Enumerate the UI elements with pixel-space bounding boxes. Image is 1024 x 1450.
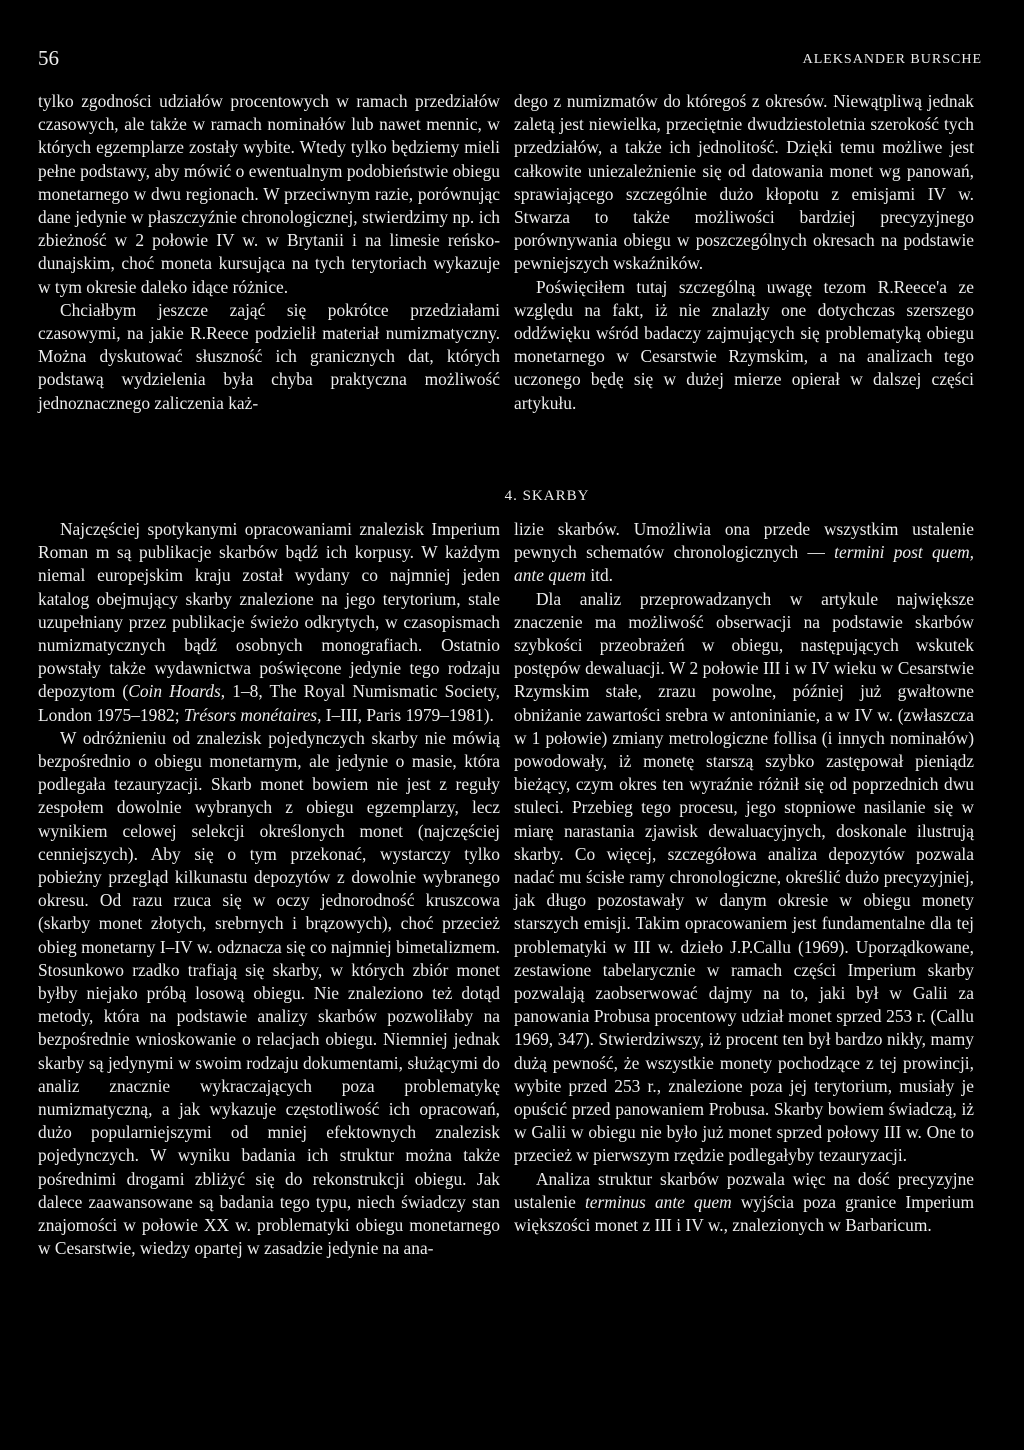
paragraph bbox=[514, 518, 974, 588]
italic-title: Trésors monétaires bbox=[183, 704, 318, 725]
section-heading: 4. SKARBY bbox=[504, 488, 590, 504]
bottom-right-column bbox=[514, 518, 974, 1237]
paragraph: W odróżnieniu od znalezisk pojedynczych skarby nie mówią bezpośrednio o obiegu monetarnym, ale jedynie o masie, która podlegała tezauryzacji. Skarb monet bowiem nie jest z reguły zespołem dowolnie wybranych z obiegu egzemplarzy, lecz wynikiem celowej selekcji określonych monet (najczęściej cenniejszych). Aby się o tym przekonać, wystarczy tylko pobieżny przegląd kilkunastu depozytów z dowolnie wybranego okresu. Od razu rzuca się w oczy jednorodność kruszcowa (skarby monet złotych, srebrnych i brązowych), choć przecież obieg monetarny I–IV w. odznacza się co najmniej bimetalizmem. Stosunkowo rzadko trafiają się skarby, w których zbiór monet byłby niejako próbą losową obiegu. Nie znaleziono też dotąd metody, która na podstawie analizy skarbów pozwoliłaby na bezpośrednie wnioskowanie o relacjach obiegu. Niemniej jednak skarby są jedynymi w swoim rodzaju dokumentami, służącymi do analiz znacznie wykraczających poza problematykę numizmatyczną, a jak wykazuje częstotliwość ich opracowań, dużo popularniejszymi od mniej efektownych znalezisk pojedynczych. W wyniku badania ich struktur można także pośrednimi drogami zbliżyć się do rekonstrukcji obiegu. Jak dalece zaawansowane są badania tego typu, niech świadczy stan znajomości w połowie XX w. problematyki obiegu monetarnego w Cesarstwie, wiedzy opartej w zasadzie jedynie na ana- bbox=[38, 727, 500, 1259]
paragraph: Poświęciłem tutaj szczególną uwagę tezom R.Reece'a ze względu na fakt, iż nie znalazły one dotychczas szerszego oddźwięku wśród badaczy zajmujących się problematyką obiegu monetarnego w Cesarstwie Rzymskim, a na analizach tego uczonego będę się w dużej mierze opierał w dalszej części artykułu. bbox=[514, 276, 974, 413]
text-run: wyjścia poza granice Imperium większości monet z III i IV w., znalezionych w Barbaricum. bbox=[514, 1191, 974, 1236]
page-header bbox=[38, 30, 990, 70]
paragraph: dego z numizmatów do któregoś z okresów. Niewątpliwą jednak zaletą jest niewielka, przeciętnie dwudziestoletnia szerokość tych przedziałów, a także ich jednolitość. Dzięki temu możliwe jest całkowite uniezależnienie się od datowania monet wg panowań, sprawiającego szczególnie dużo kłopotu z emisjami IV w. Stwarza to także możliwości bardziej precyzyjnego porównywania obiegu w poszczególnych okresach na podstawie pewniejszych wskaźników. bbox=[514, 91, 974, 274]
italic-title: Coin Hoards bbox=[128, 681, 221, 702]
text-run: Analiza struktur skarbów pozwala więc na dość precyzyjne ustalenie bbox=[514, 1168, 974, 1212]
bottom-left-column bbox=[38, 518, 500, 1261]
text-run: itd. bbox=[585, 565, 614, 586]
running-head-author: ALEKSANDER BURSCHE bbox=[802, 52, 982, 67]
page-number: 56 bbox=[38, 46, 59, 70]
paragraph: Chciałbym jeszcze zająć się pokrótce przedziałami czasowymi, na jakie R.Reece podzielił materiał numizmatyczny. Można dyskutować słuszność ich granicznych dat, których podstawą wydzielenia była chyba praktyczna możliwość jednoznacznego zaliczenia każ- bbox=[38, 299, 500, 413]
text-run: , 1–8, The Royal Numismatic Society, London 1975–1982; bbox=[38, 681, 500, 725]
text-run: , I–III, Paris 1979–1981). bbox=[317, 704, 494, 725]
paragraph bbox=[38, 518, 500, 727]
italic-term: termini post quem, ante quem bbox=[514, 542, 974, 586]
text-run: Najczęściej spotykanymi opracowaniami znalezisk Imperium Roman m są publikacje skarbów bądź ich korpusy. W każdym niemal europejskim kraju został wydany co najmniej jeden katalog obejmujący skarby znalezione na jego terytorium, stale uzupełniany przez publikacje świeżo odkrytych, w czasopismach numizmatycznych bądź osobnych monografiach. Ostatnio powstały także wydawnictwa poświęcone jedynie tego rodzaju depozytom ( bbox=[38, 519, 500, 702]
paragraph bbox=[514, 1168, 974, 1238]
italic-term: terminus ante quem bbox=[584, 1191, 732, 1212]
top-right-column bbox=[514, 90, 974, 415]
paragraph: tylko zgodności udziałów procentowych w ramach przedziałów czasowych, ale także w ramach nominałów lub nawet mennic, w których egzemplarze zostały wybite. Wtedy tylko będziemy mieli pełne podstawy, aby mówić o ewentualnym podobieństwie obiegu monetarnego w dwu regionach. W przeciwnym razie, porównując dane jedynie w płaszczyźnie chronologicznej, stwierdzimy np. ich zbieżność w 2 połowie IV w. w Brytanii i na limesie reńsko-dunajskim, choć moneta kursująca na tych terytoriach wykazuje w tym okresie daleko idące różnice. bbox=[38, 91, 500, 297]
top-left-column bbox=[38, 90, 500, 415]
text-run: lizie skarbów. Umożliwia ona przede wszystkim ustalenie pewnych schematów chronologicznych — bbox=[514, 519, 974, 563]
paragraph: Dla analiz przeprowadzanych w artykule największe znaczenie ma możliwość obserwacji na podstawie skarbów szybkości przeobrażeń w obiegu, następujących wskutek postępów dewaluacji. W 2 połowie III i w IV wieku w Cesarstwie Rzymskim stałe, zrazu powolne, później już gwałtowne obniżanie zawartości srebra w antoninianie, a w IV w. (zwłaszcza w 1 połowie) zmiany metrologiczne follisa (i innych nominałów) powodowały, iż monetę starszą szybko zastępował pieniądz bieżący, czym okres ten wyraźnie różnił się od poprzednich dwu stuleci. Przebieg tego procesu, jego stopniowe nasilanie się w miarę narastania zjawisk dewaluacyjnych, doskonale ilustrują skarby. Co więcej, szczegółowa analiza depozytów pozwala nadać mu ścisłe ramy chronologiczne, określić dużo precyzyjniej, jak długo pozostawały w danym okresie w obiegu monety starszych emisji. Takim opracowaniem jest fundamentalne dla tej problematyki w III w. dzieło J.P.Callu (1969). Uporządkowane, zestawione tabelarycznie w ramach części Imperium skarby pozwalają zaobserwować dajmy na to, jaki był w Galii za panowania Probusa procentowy udział monet sprzed 253 r. (Callu 1969, 347). Stwierdziwszy, iż procent ten był bardzo nikły, mamy dużą pewność, że wszystkie monety pochodzące z tej prowincji, wybite przed 253 r., znalezione poza jej terytorium, musiały je opuścić przed panowaniem Probusa. Skarby bowiem świadczą, iż w Galii w obiegu nie było już monet sprzed połowy III w. One to przecież w pierwszym rzędzie podlegałyby tezauryzacji. bbox=[514, 588, 974, 1166]
